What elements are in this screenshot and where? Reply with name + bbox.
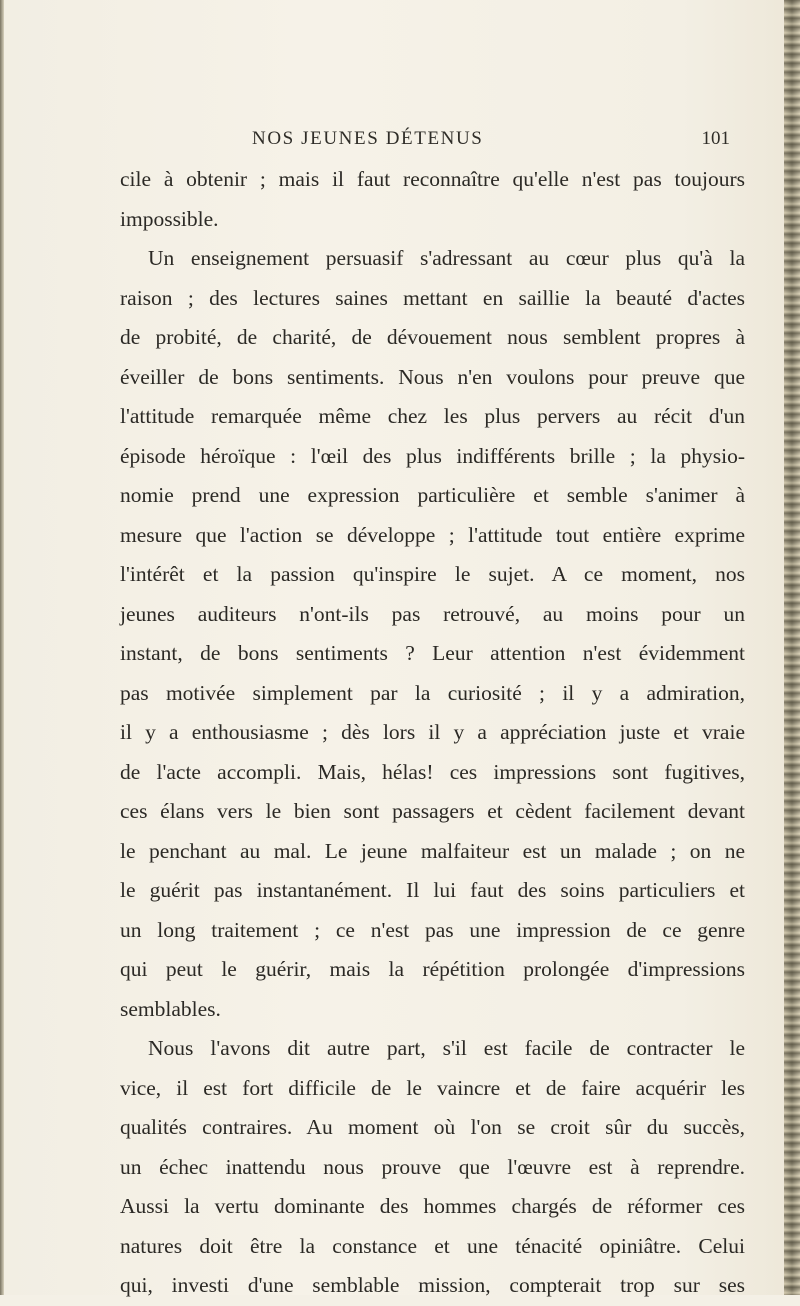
text-line: semblables. (120, 996, 221, 1021)
text-line: raison ; des lectures saines mettant en saillie la beauté d'actes (120, 285, 745, 310)
text-line: éveiller de bons sentiments. Nous n'en voulons pour preuve que (120, 364, 745, 389)
text-line: Nous l'avons dit autre part, s'il est facile de contracter le (148, 1036, 745, 1060)
text-line: impossible. (120, 206, 219, 231)
text-line: Un enseignement persuasif s'adressant au cœur plus qu'à la (148, 246, 745, 270)
text-line: pas motivée simplement par la curiosité ; il y a admiration, (120, 680, 745, 705)
running-header (120, 128, 730, 156)
text-line: natures doit être la constance et une ténacité opiniâtre. Celui (120, 1233, 745, 1258)
book-binding-edge (784, 0, 800, 1295)
text-line: de l'acte accompli. Mais, hélas! ces impressions sont fugitives, (120, 759, 745, 784)
text-line: un long traitement ; ce n'est pas une impression de ce genre (120, 917, 745, 942)
text-line: mesure que l'action se développe ; l'attitude tout entière exprime (120, 522, 745, 547)
text-line: le guérit pas instantanément. Il lui faut des soins particuliers et (120, 878, 745, 902)
body-text (120, 160, 745, 1306)
text-line: nomie prend une expression particulière et semble s'animer à (120, 483, 745, 507)
text-line: qui peut le guérir, mais la répétition prolongée d'impressions (120, 957, 745, 981)
text-line: de probité, de charité, de dévouement nous semblent propres à (120, 325, 745, 349)
text-line: le penchant au mal. Le jeune malfaiteur est un malade ; on ne (120, 838, 745, 863)
text-line: l'intérêt et la passion qu'inspire le sujet. A ce moment, nos (120, 562, 745, 586)
text-line: il y a enthousiasme ; dès lors il y a appréciation juste et vraie (120, 720, 745, 744)
text-line: cile à obtenir ; mais il faut reconnaître qu'elle n'est pas toujours (120, 167, 745, 191)
text-line: un échec inattendu nous prouve que l'œuvre est à reprendre. (120, 1154, 745, 1179)
text-line: épisode héroïque : l'œil des plus indifférents brille ; la physio- (120, 443, 745, 468)
text-line: qualités contraires. Au moment où l'on se croit sûr du succès, (120, 1115, 745, 1139)
page-number: 101 (701, 128, 730, 149)
running-header-title: NOS JEUNES DÉTENUS (252, 128, 484, 149)
text-line: vice, il est fort difficile de le vaincre et de faire acquérir les (120, 1075, 745, 1100)
text-line: l'attitude remarquée même chez les plus pervers au récit d'un (120, 404, 745, 428)
text-line: jeunes auditeurs n'ont-ils pas retrouvé, au moins pour un (120, 601, 745, 626)
page-left-edge (0, 0, 4, 1295)
text-line: Aussi la vertu dominante des hommes chargés de réformer ces (120, 1194, 745, 1218)
text-line: instant, de bons sentiments ? Leur attention n'est évidemment (120, 641, 745, 665)
text-line: ces élans vers le bien sont passagers et cèdent facilement devant (120, 799, 745, 823)
text-line: qui, investi d'une semblable mission, compterait trop sur ses (120, 1273, 745, 1297)
